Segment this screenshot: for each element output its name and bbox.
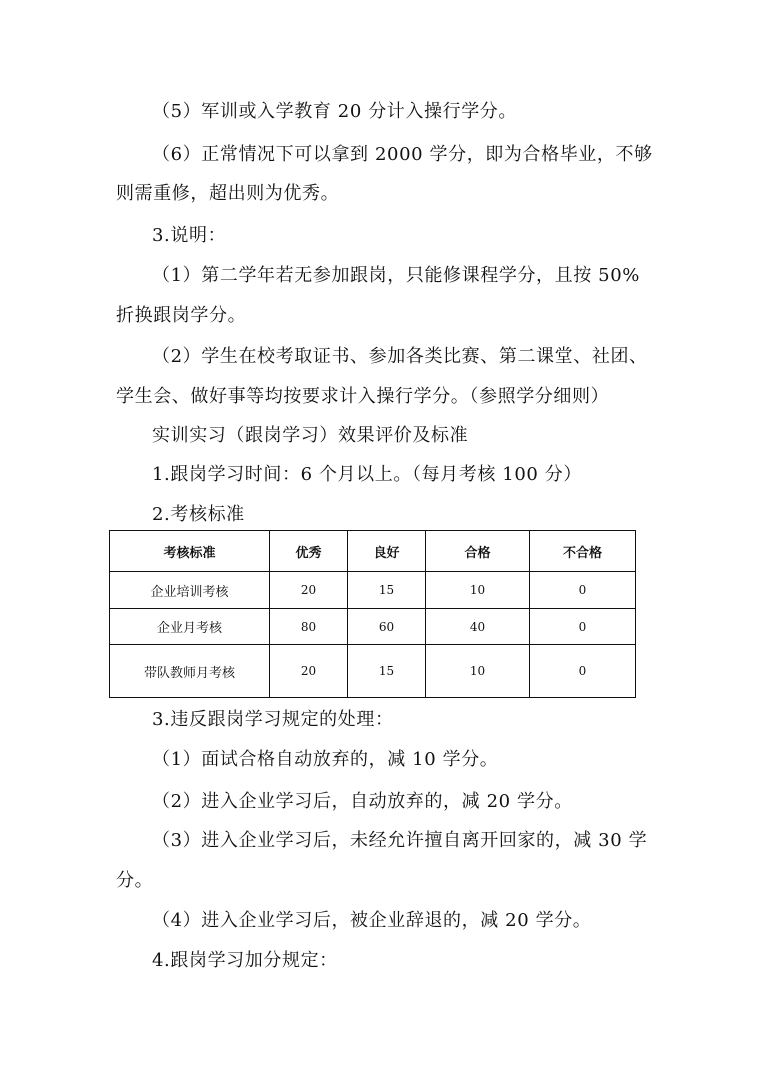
violation-1: （1）面试合格自动放弃的，减 10 学分。 — [152, 749, 499, 770]
table-cell: 80 — [270, 609, 348, 645]
table-header-cell: 优秀 — [270, 531, 348, 572]
table-cell: 20 — [270, 572, 348, 609]
item-bonus-rules: 4.跟岗学习加分规定： — [152, 950, 338, 971]
table-cell: 60 — [348, 609, 426, 645]
paragraph-military-training: （5）军训或入学教育 20 分计入操行学分。 — [152, 101, 517, 122]
table-header-row — [110, 531, 636, 572]
table-row — [110, 645, 636, 698]
item-duration: 1.跟岗学习时间：6 个月以上。（每月考核 100 分） — [152, 464, 582, 485]
note-2-cont: 学生会、做好事等均按要求计入操行学分。（参照学分细则） — [116, 386, 610, 407]
table-row — [110, 609, 636, 645]
table-row — [110, 572, 636, 609]
table-cell: 10 — [426, 572, 530, 609]
table-header-cell: 不合格 — [530, 531, 636, 572]
table-header-cell: 良好 — [348, 531, 426, 572]
table-cell: 带队教师月考核 — [110, 645, 270, 698]
violation-4: （4）进入企业学习后，被企业辞退的，减 20 学分。 — [152, 910, 592, 931]
violation-3: （3）进入企业学习后，未经允许擅自离开回家的，减 30 学 — [152, 830, 648, 851]
assessment-table — [109, 530, 636, 698]
table-cell: 0 — [530, 572, 636, 609]
note-2: （2）学生在校考取证书、参加各类比赛、第二课堂、社团、 — [152, 346, 648, 367]
violation-3-cont: 分。 — [116, 870, 154, 891]
table-header-cell: 合格 — [426, 531, 530, 572]
violation-2: （2）进入企业学习后，自动放弃的，减 20 学分。 — [152, 791, 573, 812]
table-cell: 15 — [348, 645, 426, 698]
table-cell: 20 — [270, 645, 348, 698]
paragraph-graduation-credits: （6）正常情况下可以拿到 2000 学分，即为合格毕业，不够 — [152, 144, 653, 165]
item-criteria: 2.考核标准 — [152, 504, 245, 525]
table-cell: 15 — [348, 572, 426, 609]
table-cell: 40 — [426, 609, 530, 645]
table-cell: 0 — [530, 609, 636, 645]
paragraph-graduation-credits-cont: 则需重修，超出则为优秀。 — [116, 183, 340, 204]
note-1-cont: 折换跟岗学分。 — [116, 305, 247, 326]
note-1: （1）第二学年若无参加跟岗，只能修课程学分，且按 50% — [152, 265, 640, 286]
table-cell: 10 — [426, 645, 530, 698]
table-header-cell: 考核标准 — [110, 531, 270, 572]
table-cell: 企业培训考核 — [110, 572, 270, 609]
section-heading: 实训实习（跟岗学习）效果评价及标准 — [152, 425, 469, 446]
section-explanation: 3.说明： — [152, 225, 227, 246]
table-cell: 0 — [530, 645, 636, 698]
table-cell: 企业月考核 — [110, 609, 270, 645]
item-violations: 3.违反跟岗学习规定的处理： — [152, 709, 394, 730]
